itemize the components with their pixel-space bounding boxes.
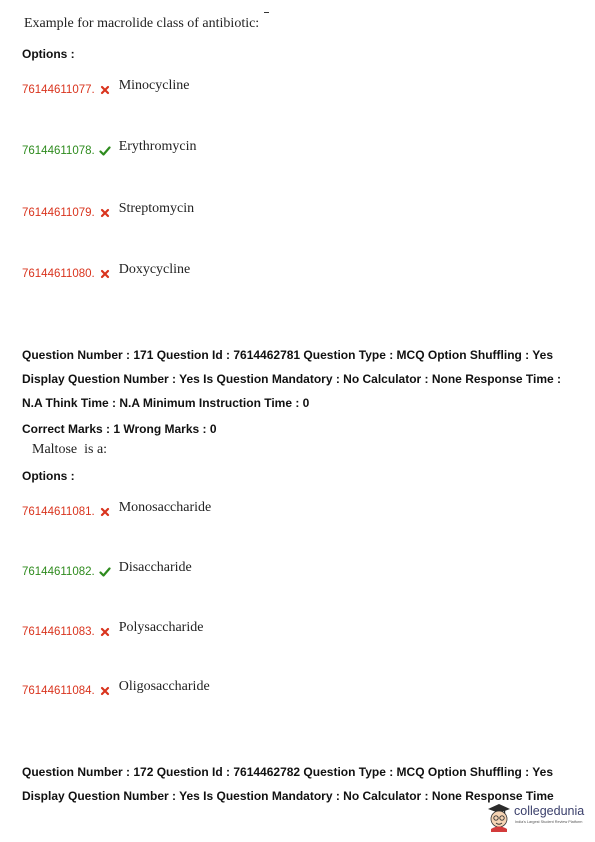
question-meta: Question Number : 171 Question Id : 7614462781 Question Type : MCQ Option Shuffling : Yes Display Question Number : Yes Is Question Mandatory : No Calculator : None Response Time : N.A Think Time : N.A Minimum Instruction Time : 0 [22,348,561,410]
options-label: Options : [22,47,75,61]
option-text: Streptomycin [118,201,195,216]
option-text: Monosaccharide [118,500,212,515]
option-text: Doxycycline [118,262,191,277]
options-label: Options : [22,469,75,483]
mascot-icon [486,802,512,832]
option-id: 76144611081. [22,506,95,518]
option-text: Erythromycin [118,139,197,154]
option-id: 76144611080. [22,268,95,280]
option-row[interactable] [22,562,192,582]
option-row[interactable] [22,622,203,642]
option-id: 76144611078. [22,145,95,157]
cross-icon [99,626,111,638]
option-id: 76144611082. [22,566,95,578]
cross-icon [99,207,111,219]
option-row[interactable] [22,203,194,223]
cross-icon [99,506,111,518]
option-id: 76144611079. [22,207,95,219]
option-row[interactable] [22,681,210,701]
option-text: Polysaccharide [118,620,204,635]
brand-name: collegedunia [514,804,585,818]
collegedunia-logo [486,800,590,834]
option-text: Oligosaccharide [118,679,210,694]
option-row[interactable] [22,80,189,100]
option-text: Minocycline [118,78,190,93]
check-icon [99,566,111,578]
question-meta: Question Number : 172 Question Id : 7614462782 Question Type : MCQ Option Shuffling : Yes Display Question Number : Yes Is Question Mandatory : No Calculator : None Response Time [22,765,554,803]
cross-icon [99,685,111,697]
option-id: 76144611077. [22,84,95,96]
question-text: Maltose is a: [32,442,108,457]
option-id: 76144611084. [22,685,95,697]
brand-tagline: India's Largest Student Review Platform [515,820,583,824]
cross-icon [99,268,111,280]
stray-mark [264,12,269,13]
marks-info: Correct Marks : 1 Wrong Marks : 0 [22,422,217,436]
option-row[interactable] [22,502,211,522]
option-text: Disaccharide [118,560,192,575]
option-id: 76144611083. [22,626,95,638]
option-row[interactable] [22,264,190,284]
option-row[interactable] [22,141,196,161]
check-icon [99,145,111,157]
question-text: Example for macrolide class of antibiotic: [24,16,260,31]
cross-icon [99,84,111,96]
